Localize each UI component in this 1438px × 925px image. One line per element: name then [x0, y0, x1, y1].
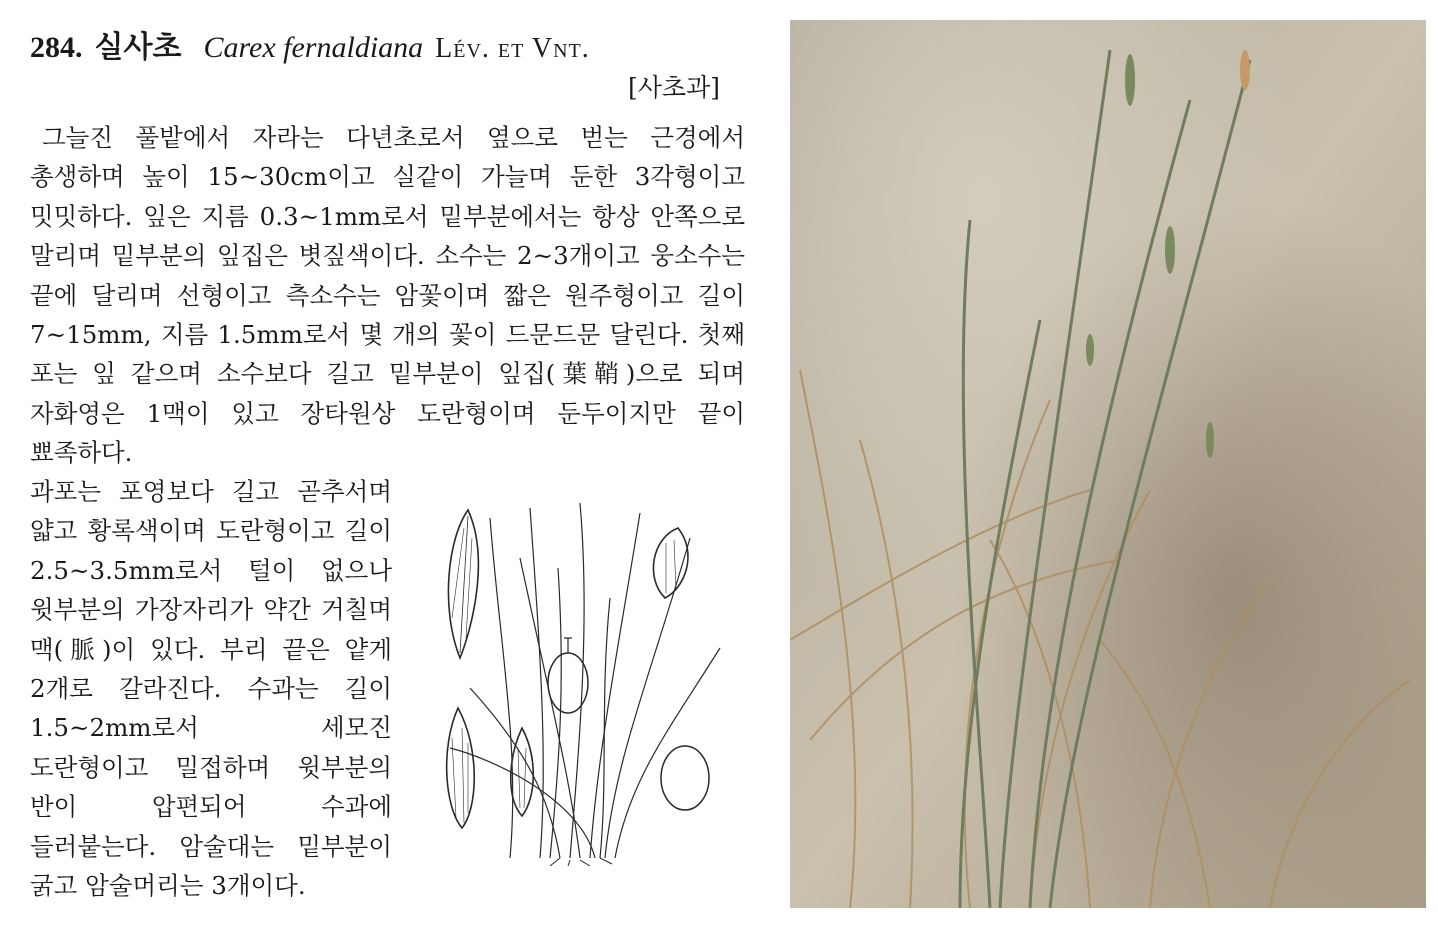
- family-name: [사초과]: [628, 73, 720, 102]
- description-paragraph-continued: 과포는 포영보다 길고 곧추서며 얇고 황록색이며 도란형이고 길이 2.5~3.5mm로서 털이 없으나 윗부분의 가장자리가 약간 거칠며 맥(脈)이 있다. 부리 끝은 얕게 2개로 갈라진다. 수과는 길이 1.5~2mm로서 세모진 도란형이고 밀접하며 윗부분의 반이 압편되어 수과에 들러붙는다. 암술대는 밑부분이 굵고 암술머리는 3개이다.: [30, 477, 392, 901]
- author-citation: Lév. et Vnt.: [435, 33, 590, 64]
- botanical-illustration: [430, 498, 750, 866]
- entry-number: 284.: [30, 31, 83, 64]
- plant-photograph: [790, 20, 1426, 908]
- description-paragraph: 그늘진 풀밭에서 자라는 다년초로서 옆으로 벋는 근경에서 총생하며 높이 15~30cm이고 실같이 가늘며 둔한 3각형이고 밋밋하다. 잎은 지름 0.3~1mm로서 밑부분에서는 항상 안쪽으로 말리며 밑부분의 잎집은 볏짚색이다. 소수는 2~3개이고 웅소수는 끝에 달리며 선형이고 측소수는 암꽃이며 짧은 원주형이고 길이 7~15mm, 지름 1.5mm로서 몇 개의 꽃이 드문드문 달린다. 첫째 포는 잎 같으며 소수보다 길고 밑부분이 잎집(葉鞘)으로 되며 자화영은 1맥이 있고 장타원상 도란형이며 둔두이지만 끝이 뾰족하다.: [30, 123, 745, 468]
- scientific-name: Carex fernaldiana: [203, 31, 424, 64]
- description-main: [30, 118, 745, 473]
- korean-name: 실사초: [94, 30, 182, 65]
- entry-heading: [30, 22, 750, 70]
- description-wrap: [30, 472, 392, 905]
